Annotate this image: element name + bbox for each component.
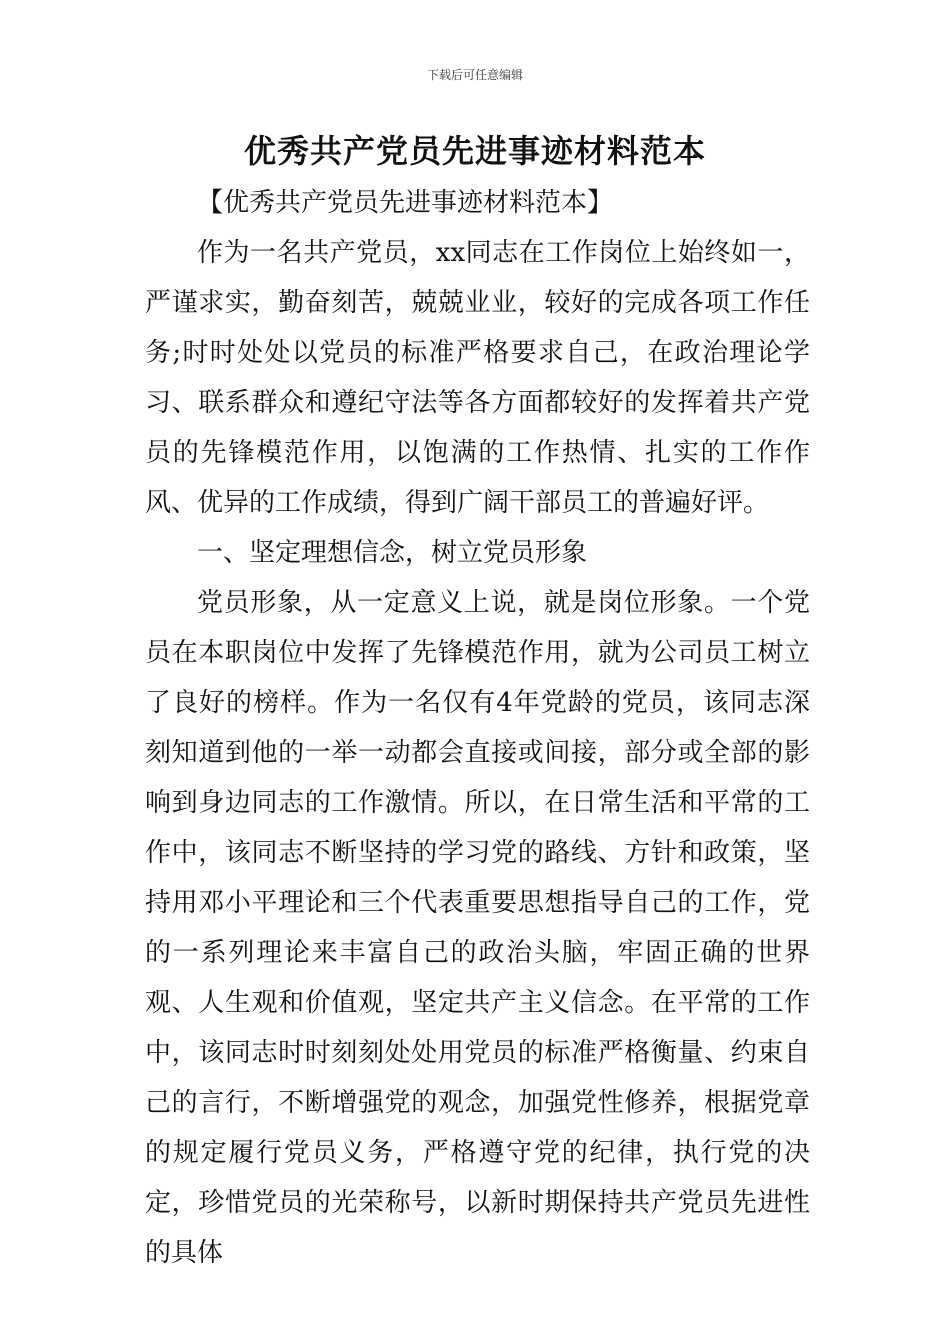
intro-paragraph: 作为一名共产党员，xx同志在工作岗位上始终如一，严谨求实，勤奋刻苦，兢兢业业，较好的完成各项工作任务;时时处处以党员的标准严格要求自己，在政治理论学习、联系群众和遵纪守法等各方面都较好的发挥着共产党员的先锋模范作用，以饱满的工作热情、扎实的工作作风、优异的工作成绩，得到广阔干部员工的普遍好评。 xyxy=(145,238,810,518)
section-heading: 一、坚定理想信念，树立党员形象 xyxy=(197,538,588,568)
body-paragraph: 党员形象，从一定意义上说，就是岗位形象。一个党员在本职岗位中发挥了先锋模范作用，就为公司员工树立了良好的榜样。作为一名仅有4年党龄的党员，该同志深刻知道到他的一举一动都会直接或间接，部分或全部的影响到身边同志的工作激情。所以，在日常生活和平常的工作中，该同志不断坚持的学习党的路线、方针和政策，坚持用邓小平理论和三个代表重要思想指导自己的工作，党的一系列理论来丰富自己的政治头脑，牢固正确的世界观、人生观和价值观，坚定共产主义信念。在平常的工作中，该同志时时刻刻处处用党员的标准严格衡量、约束自己的言行，不断增强党的观念，加强党性修养，根据党章的规定履行党员义务，严格遵守党的纪律，执行党的决定，珍惜党员的光荣称号，以新时期保持共产党员先进性的具体 xyxy=(145,588,810,1268)
header-note: 下载后可任意编辑 xyxy=(426,68,523,82)
document-body xyxy=(145,178,810,1278)
document-title: 优秀共产党员先进事迹材料范本 xyxy=(243,132,706,170)
subtitle-paragraph: 【优秀共产党员先进事迹材料范本】 xyxy=(197,188,614,218)
